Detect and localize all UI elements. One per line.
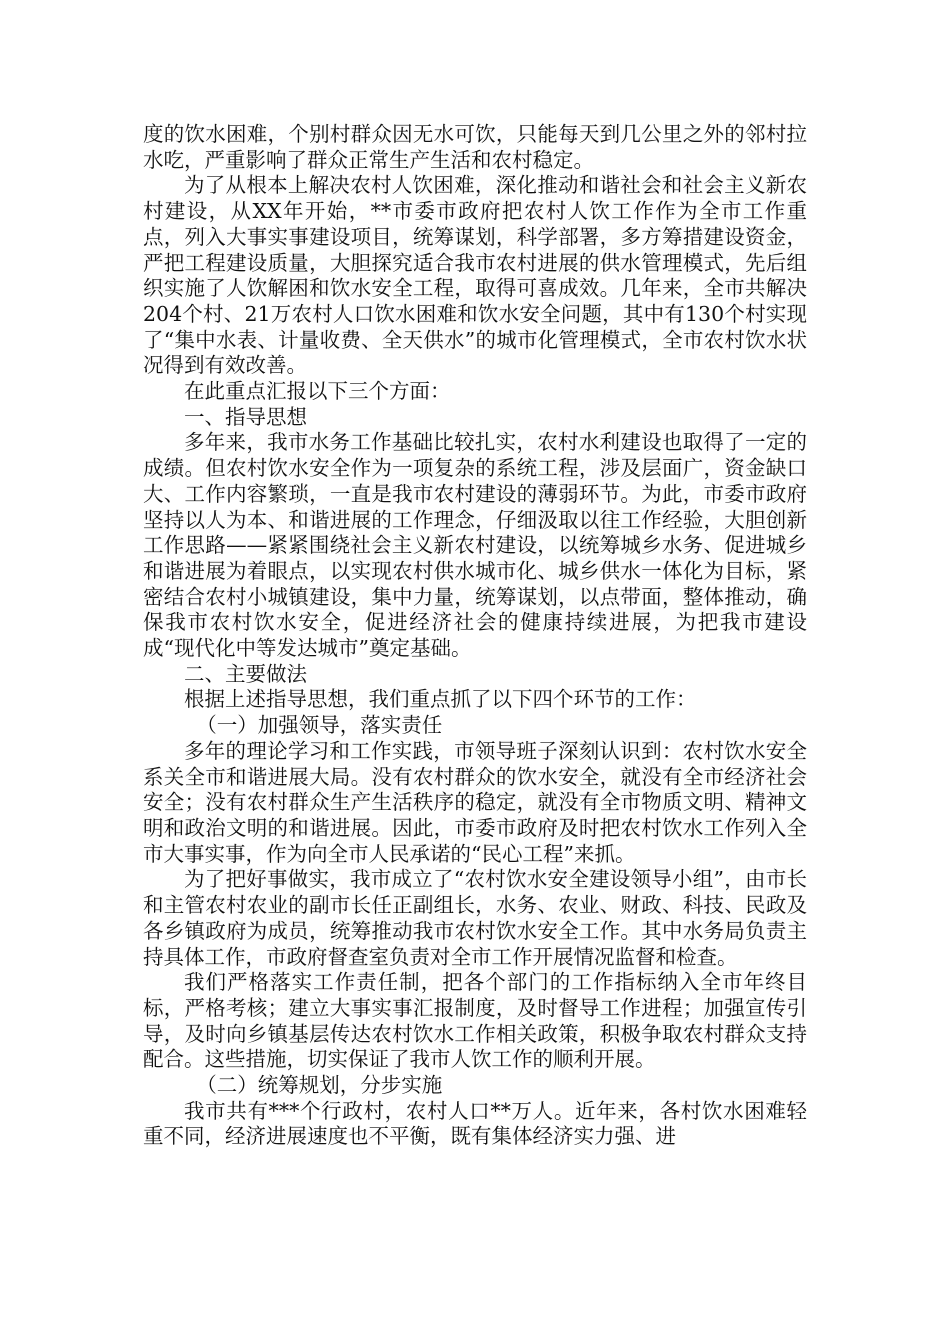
paragraph-continued: 度的饮水困难，个别村群众因无水可饮，只能每天到几公里之外的邻村拉水吃，严重影响了群众正常生产生活和农村稳定。 (143, 122, 807, 172)
section-heading-main-practices: 二、主要做法 (184, 661, 307, 686)
section-heading-guiding-thought: 一、指导思想 (184, 404, 307, 429)
paragraph-summary-lead: 在此重点汇报以下三个方面： (184, 379, 451, 404)
subsection-heading-leadership: （一）加强领导，落实责任 (196, 713, 443, 738)
paragraph-practices-lead: 根据上述指导思想，我们重点抓了以下四个环节的工作： (184, 687, 697, 712)
paragraph-guiding-thought: 多年来，我市水务工作基础比较扎实，农村水利建设也取得了一定的成绩。但农村饮水安全作为一项复杂的系统工程，涉及层面广，资金缺口大、工作内容繁琐，一直是我市农村建设的薄弱环节。为此，市委市政府坚持以人为本、和谐进展的工作理念，仔细汲取以往工作经验，大胆创新工作思路——紧紧围绕社会主义新农村建设，以统筹城乡水务、促进城乡和谐进展为着眼点，以实现农村供水城市化、城乡供水一体化为目标，紧密结合农村小城镇建设，集中力量，统筹谋划，以点带面，整体推动，确保我市农村饮水安全，促进经济社会的健康持续进展，为把我市建设成“现代化中等发达城市”奠定基础。 (143, 430, 807, 661)
document-body (143, 122, 807, 1150)
paragraph-intro: 为了从根本上解决农村人饮困难，深化推动和谐社会和社会主义新农村建设，从XX年开始，**市委市政府把农村人饮工作作为全市工作重点，列入大事实事建设项目，统筹谋划，科学部署，多方筹措建设资金，严把工程建设质量，大胆探究适合我市农村进展的供水管理模式，先后组织实施了人饮解困和饮水安全工程，取得可喜成效。几年来，全市共解决204个村、21万农村人口饮水困难和饮水安全问题，其中有130个村实现了“集中水表、计量收费、全天供水”的城市化管理模式，全市农村饮水状况得到有效改善。 (143, 173, 807, 378)
paragraph-leadership-2: 为了把好事做实，我市成立了“农村饮水安全建设领导小组”，由市长和主管农村农业的副市长任正副组长，水务、农业、财政、科技、民政及各乡镇政府为成员，统筹推动我市农村饮水安全工作。其中水务局负责主持具体工作，市政府督查室负责对全市工作开展情况监督和检查。 (143, 867, 807, 969)
paragraph-leadership-1: 多年的理论学习和工作实践，市领导班子深刻认识到：农村饮水安全系关全市和谐进展大局。没有农村群众的饮水安全，就没有全市经济社会安全；没有农村群众生产生活秩序的稳定，就没有全市物质文明、精神文明和政治文明的和谐进展。因此，市委市政府及时把农村饮水工作列入全市大事实事，作为向全市人民承诺的“民心工程”来抓。 (143, 738, 807, 866)
paragraph-leadership-3: 我们严格落实工作责任制，把各个部门的工作指标纳入全市年终目标，严格考核；建立大事实事汇报制度，及时督导工作进程；加强宣传引导，及时向乡镇基层传达农村饮水工作相关政策，积极争取农村群众支持配合。这些措施，切实保证了我市人饮工作的顺利开展。 (143, 970, 807, 1072)
subsection-heading-planning: （二）统筹规划，分步实施 (196, 1073, 443, 1098)
paragraph-planning-1: 我市共有***个行政村，农村人口**万人。近年来，各村饮水困难轻重不同，经济进展速度也不平衡，既有集体经济实力强、进 (143, 1098, 807, 1149)
